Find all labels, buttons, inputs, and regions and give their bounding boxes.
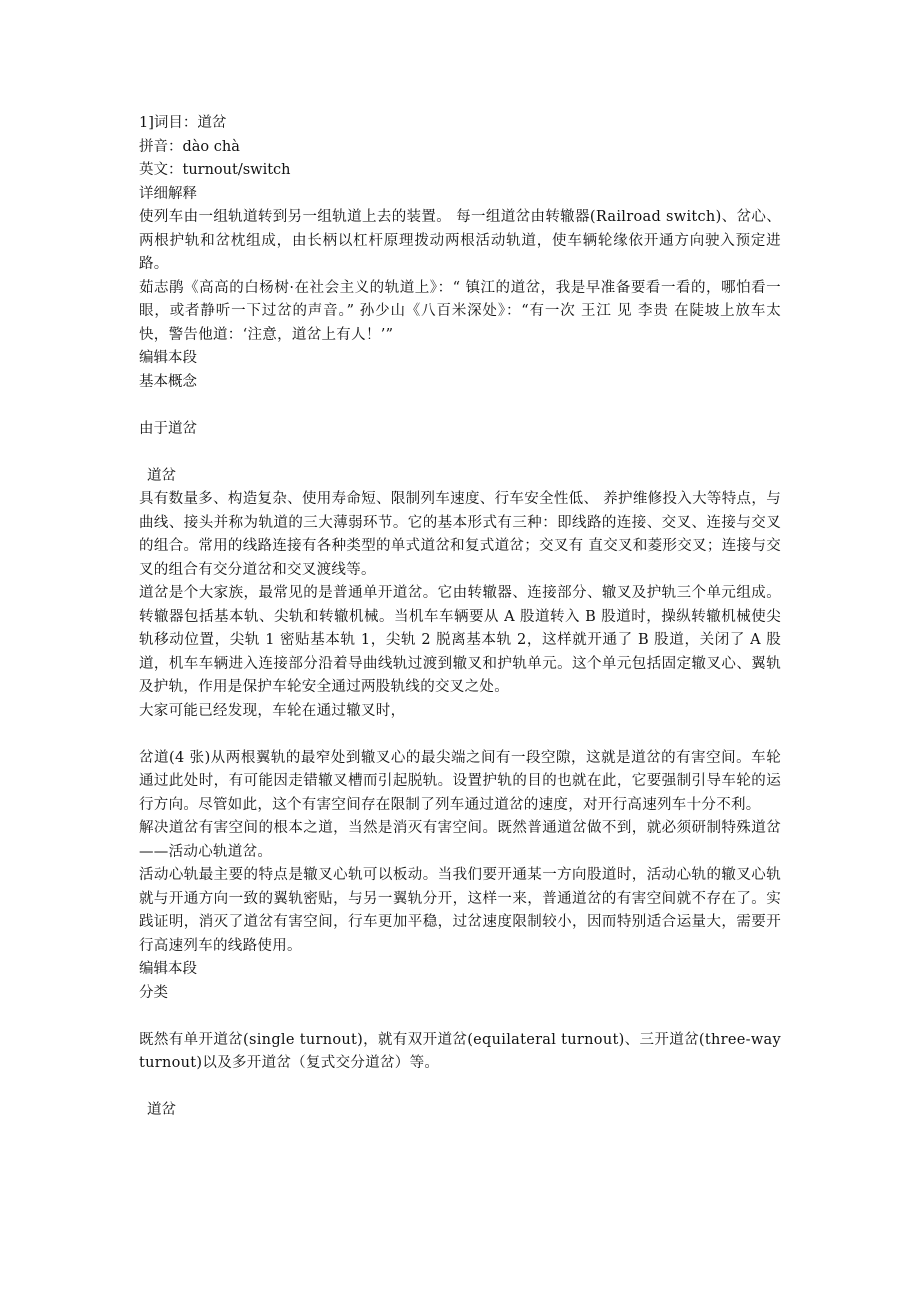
edit-section-link[interactable]: 编辑本段 — [139, 350, 197, 366]
body-paragraph: 活动心轨最主要的特点是辙叉心轨可以板动。当我们要开通某一方向股道时，活动心轨的辙叉心轨就与开通方向一致的翼轨密贴，与另一翼轨分开，这样一来，普通道岔的有害空间就不存在了。实践证明，消灭了道岔有害空间，行车更加平稳，过岔速度限制较小，因而特别适合运量大，需要开行高速列车的线路使用。 — [139, 867, 781, 954]
detail-heading: 详细解释 — [139, 185, 197, 202]
entry-term: 1]词目：道岔 — [139, 115, 227, 131]
spacer — [139, 723, 781, 747]
entry-english: 英文：turnout/switch — [139, 162, 291, 178]
definition-paragraph: 使列车由一组轨道转到另一组轨道上去的装置。 每一组道岔由转辙器(Railroad switch)、岔心、两根护轨和岔枕组成，由长柄以杠杆原理拨动两根活动轨道，使车辆轮缘依开通方向驶入预定进路。 — [139, 209, 781, 272]
section-title-basic-concept: 基本概念 — [139, 373, 197, 390]
edit-section-link[interactable]: 编辑本段 — [139, 961, 197, 977]
body-paragraph: 具有数量多、构造复杂、使用寿命短、限制列车速度、行车安全性低、 养护维修投入大等特点，与曲线、接头并称为轨道的三大薄弱环节。它的基本形式有三种：即线路的连接、交叉、连接与交叉的组合。常用的线路连接有各种类型的单式道岔和复式道岔；交叉有 直交叉和菱形交叉；连接与交叉的组合有交分道岔和交叉渡线等。 — [139, 491, 781, 578]
image-caption: 道岔 — [147, 467, 176, 484]
body-paragraph: 大家可能已经发现，车轮在通过辙叉时， — [139, 702, 406, 719]
document-body — [139, 112, 781, 1123]
body-paragraph: 岔道(4 张)从两根翼轨的最窄处到辙叉心的最尖端之间有一段空隙，这就是道岔的有害空间。车轮通过此处时，有可能因走错辙叉槽而引起脱轨。设置护轨的目的也就在此，它要强制引导车轮的运行方向。尽管如此，这个有害空间存在限制了列车通过道岔的速度，对开行高速列车十分不利。 — [139, 749, 781, 813]
spacer — [139, 1005, 781, 1029]
section-title-classification: 分类 — [139, 984, 168, 1001]
section-lead: 由于道岔 — [139, 420, 197, 437]
body-paragraph: 既然有单开道岔(single turnout)，就有双开道岔(equilateral turnout)、三开道岔(three-way turnout)以及多开道岔（复式交分道岔）等。 — [139, 1031, 781, 1071]
spacer — [139, 1076, 781, 1100]
image-caption: 道岔 — [147, 1102, 176, 1118]
spacer — [139, 394, 781, 418]
spacer — [139, 441, 781, 465]
entry-pinyin: 拼音：dào chà — [139, 138, 240, 155]
citation-paragraph: 茹志鹃《高高的白杨树·在社会主义的轨道上》：“ 镇江的道岔，我是早准备要看一看的，哪怕看一眼，或者静听一下过岔的声音。” 孙少山《八百米深处》：“有一次 王江 见 李贵 在陡坡上放车太快，警告他道：‘注意，道岔上有人！’” — [139, 279, 781, 343]
body-paragraph: 解决道岔有害空间的根本之道，当然是消灭有害空间。既然普通道岔做不到，就必须研制特殊道岔——活动心轨道岔。 — [139, 820, 781, 860]
body-paragraph: 道岔是个大家族，最常见的是普通单开道岔。它由转辙器、连接部分、辙叉及护轨三个单元组成。转辙器包括基本轨、尖轨和转辙机械。当机车车辆要从 A 股道转入 B 股道时，操纵转辙机械使尖轨移动位置，尖轨 1 密贴基本轨 1，尖轨 2 脱离基本轨 2，这样就开通了 B 股道，关闭了 A 股道，机车车辆进入连接部分沿着导曲线轨过渡到辙叉和护轨单元。这个单元包括固定辙叉心、翼轨及护轨，作用是保护车轮安全通过两股轨线的交叉之处。 — [139, 585, 781, 695]
